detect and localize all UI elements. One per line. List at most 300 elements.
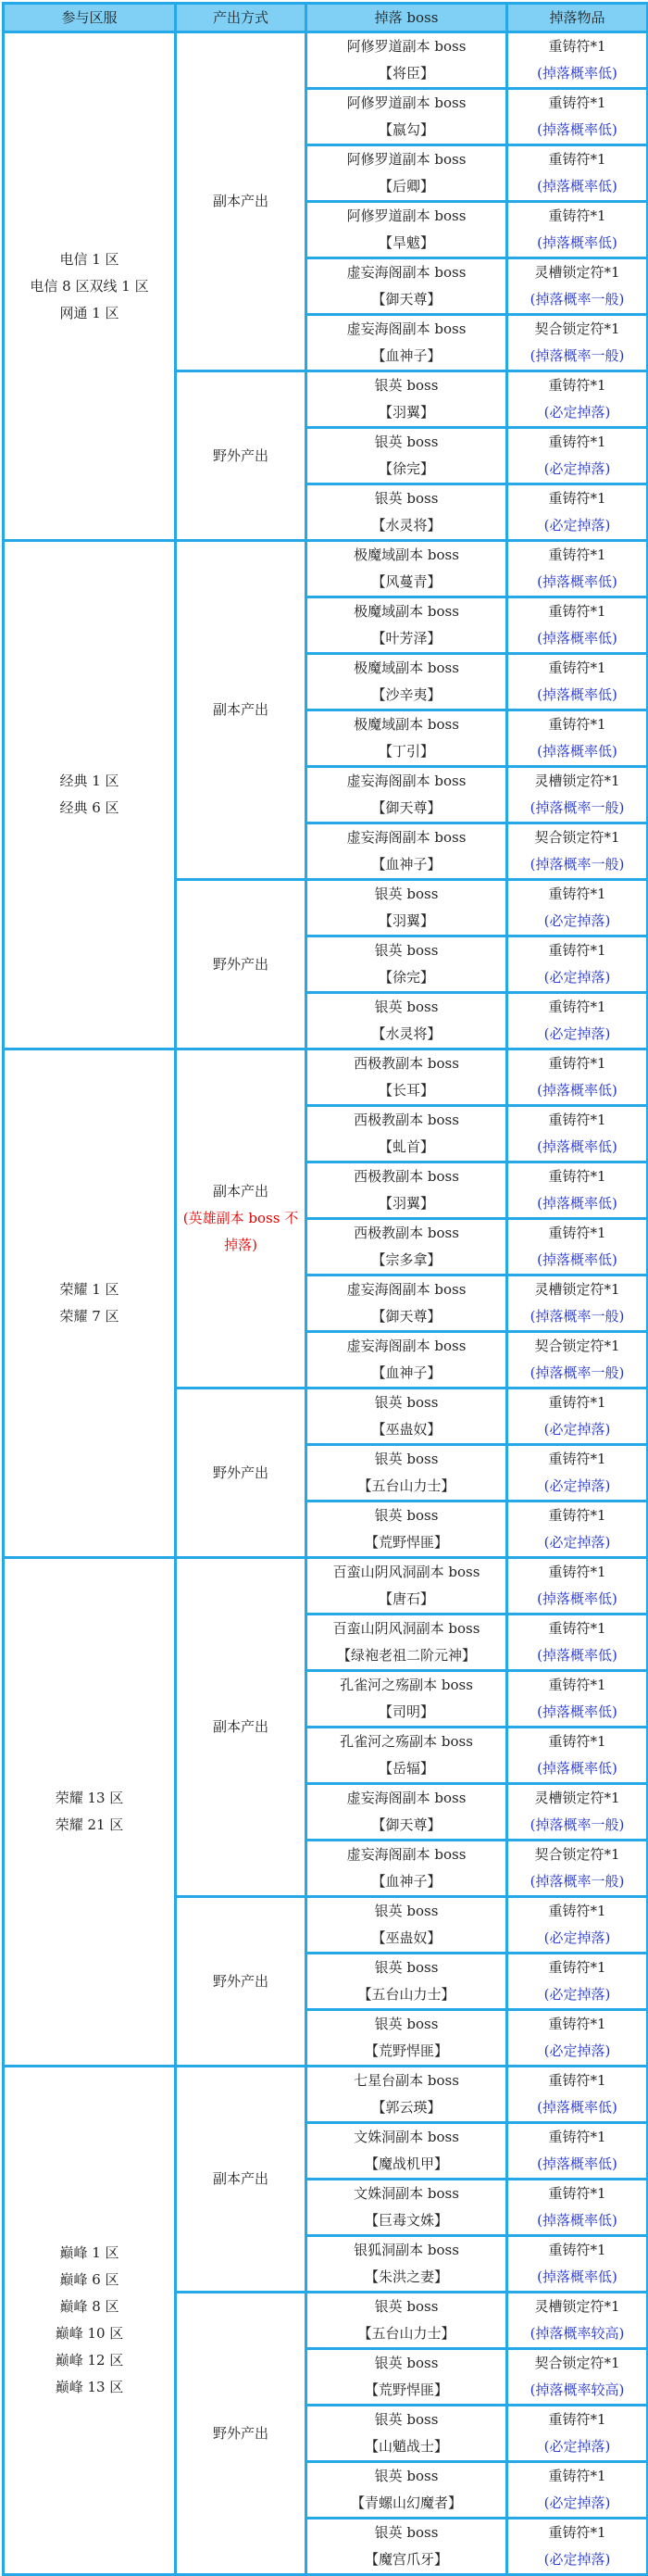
drop-rate: (掉落概率低): [537, 1195, 617, 1212]
drop-rate: (掉落概率较高): [530, 2325, 625, 2342]
item-name: 灵槽锁定符*1: [534, 2298, 620, 2315]
boss-source: 文姝洞副本 boss: [354, 2185, 459, 2202]
boss-name: 【岳辐】: [378, 1760, 434, 1777]
drop-rate: (掉落概率一般): [530, 347, 625, 364]
boss-source: 西极教副本 boss: [354, 1168, 459, 1185]
server-name: 电信 8 区双线 1 区: [30, 277, 149, 295]
item-name: 契合锁定符*1: [534, 320, 620, 337]
boss-name: 【五台山力士】: [357, 1477, 455, 1494]
boss-name: 【司明】: [378, 1703, 434, 1720]
item-name: 重铸符*1: [548, 2411, 606, 2428]
boss-cell: [307, 259, 505, 313]
drop-rate: (掉落概率一般): [530, 291, 625, 308]
item-cell: [508, 90, 646, 144]
boss-source: 七星台副本 boss: [354, 2072, 459, 2089]
header-row: [5, 5, 646, 31]
boss-name: 【荒野悍匪】: [364, 2042, 448, 2059]
boss-cell: [307, 1050, 505, 1104]
item-name: 重铸符*1: [548, 2129, 606, 2145]
item-cell: [508, 1333, 646, 1387]
item-cell: [508, 1050, 646, 1104]
drop-rate: (必定掉落): [543, 404, 611, 421]
boss-cell: [307, 711, 505, 765]
item-cell: [508, 768, 646, 822]
boss-cell: [307, 2180, 505, 2234]
boss-source: 西极教副本 boss: [354, 1055, 459, 1072]
item-name: 重铸符*1: [548, 2524, 606, 2541]
method-name: 野外产出: [212, 1972, 268, 1990]
boss-cell: [307, 1672, 505, 1726]
item-name: 重铸符*1: [548, 547, 606, 563]
item-cell: [508, 2124, 646, 2178]
drop-rate: (掉落概率一般): [530, 799, 625, 816]
server-cell: [5, 1050, 174, 1556]
item-cell: [508, 994, 646, 1048]
item-cell: [508, 146, 646, 200]
server-name: 巅峰 6 区: [59, 2271, 119, 2288]
drop-rate: (掉落概率一般): [530, 1873, 625, 1890]
boss-source: 虚妄海阁副本 boss: [346, 1281, 467, 1298]
boss-source: 银英 boss: [374, 1394, 439, 1411]
drop-rate: (必定掉落): [543, 1025, 611, 1042]
drop-rate: (掉落概率低): [537, 65, 617, 82]
drop-rate: (掉落概率低): [537, 121, 617, 138]
method-cell: [177, 1559, 305, 1895]
item-cell: [508, 2011, 646, 2065]
server-name: 荣耀 1 区: [59, 1281, 119, 1298]
server-name: 巅峰 12 区: [55, 2352, 124, 2369]
boss-name: 【水灵将】: [371, 517, 442, 534]
server-name: 网通 1 区: [59, 304, 119, 321]
item-cell: [508, 937, 646, 991]
boss-name: 【魔战机甲】: [364, 2155, 448, 2172]
boss-source: 虚妄海阁副本 boss: [346, 264, 467, 281]
method-name: 野外产出: [212, 1464, 268, 1481]
boss-name: 【巨毒文姝】: [364, 2212, 448, 2229]
server-name: 电信 1 区: [59, 250, 119, 268]
method-name: 野外产出: [212, 955, 268, 973]
boss-source: 西极教副本 boss: [354, 1112, 459, 1128]
boss-cell: [307, 1502, 505, 1556]
item-cell: [508, 711, 646, 765]
boss-source: 银英 boss: [374, 2298, 439, 2315]
boss-name: 【长耳】: [378, 1082, 434, 1099]
drop-rate: (掉落概率一般): [530, 1364, 625, 1381]
boss-cell: [307, 542, 505, 596]
boss-cell: [307, 203, 505, 257]
boss-cell: [307, 598, 505, 652]
boss-name: 【御天尊】: [371, 799, 442, 816]
drop-rate: (掉落概率低): [537, 573, 617, 590]
item-name: 重铸符*1: [548, 660, 606, 676]
table-body: [5, 33, 646, 2573]
boss-cell: [307, 1559, 505, 1613]
item-cell: [508, 542, 646, 596]
table-row: [5, 2067, 646, 2121]
drop-rate: (掉落概率低): [537, 1760, 617, 1777]
item-name: 重铸符*1: [548, 2242, 606, 2258]
item-cell: [508, 2067, 646, 2121]
boss-cell: [307, 1389, 505, 1443]
item-cell: [508, 1954, 646, 2008]
boss-cell: [307, 824, 505, 878]
boss-name: 【五台山力士】: [357, 1986, 455, 2003]
boss-cell: [307, 2011, 505, 2065]
boss-name: 【旱魃】: [378, 234, 434, 251]
boss-cell: [307, 2067, 505, 2121]
boss-name: 【御天尊】: [371, 1816, 442, 1833]
boss-cell: [307, 1785, 505, 1839]
item-cell: [508, 881, 646, 935]
drop-rate: (必定掉落): [543, 1986, 611, 2003]
boss-source: 银英 boss: [374, 434, 439, 450]
boss-source: 虚妄海阁副本 boss: [346, 829, 467, 846]
boss-cell: [307, 90, 505, 144]
boss-cell: [307, 316, 505, 370]
server-name: 荣耀 13 区: [55, 1790, 124, 1806]
server-name: 经典 1 区: [59, 773, 119, 789]
boss-name: 【沙辛夷】: [371, 686, 442, 703]
method-cell: [177, 1898, 305, 2065]
boss-name: 【唐石】: [378, 1590, 434, 1607]
drop-rate: (掉落概率一般): [530, 1816, 625, 1833]
item-name: 重铸符*1: [548, 2072, 606, 2089]
item-name: 重铸符*1: [548, 2016, 606, 2032]
boss-name: 【虬首】: [378, 1138, 434, 1155]
drop-rate: (必定掉落): [543, 2438, 611, 2455]
item-name: 重铸符*1: [548, 1451, 606, 1467]
boss-source: 虚妄海阁副本 boss: [346, 773, 467, 789]
boss-source: 虚妄海阁副本 boss: [346, 1846, 467, 1863]
boss-source: 银英 boss: [374, 1451, 439, 1467]
method-name: 副本产出: [212, 193, 268, 209]
boss-cell: [307, 994, 505, 1048]
item-cell: [508, 1502, 646, 1556]
boss-source: 阿修罗道副本 boss: [346, 207, 467, 224]
boss-source: 银英 boss: [374, 377, 439, 394]
drop-rate: (掉落概率低): [537, 2155, 617, 2172]
drop-rate: (掉落概率低): [537, 630, 617, 647]
boss-cell: [307, 768, 505, 822]
server-name: 巅峰 13 区: [55, 2379, 124, 2395]
boss-cell: [307, 1163, 505, 1217]
method-cell: [177, 1389, 305, 1556]
item-cell: [508, 1107, 646, 1161]
drop-table: [2, 2, 648, 2576]
boss-name: 【血神子】: [371, 1364, 442, 1381]
item-cell: [508, 372, 646, 426]
boss-cell: [307, 1841, 505, 1895]
item-name: 重铸符*1: [548, 1394, 606, 1411]
item-name: 重铸符*1: [548, 94, 606, 111]
boss-source: 银英 boss: [374, 2016, 439, 2032]
drop-rate: (掉落概率低): [537, 234, 617, 251]
server-cell: [5, 542, 174, 1048]
boss-cell: [307, 33, 505, 87]
item-cell: [508, 1615, 646, 1669]
boss-name: 【血神子】: [371, 1873, 442, 1890]
item-cell: [508, 429, 646, 483]
item-cell: [508, 1446, 646, 1500]
item-name: 重铸符*1: [548, 886, 606, 902]
boss-name: 【宗多拿】: [371, 1251, 442, 1268]
boss-name: 【青螺山幻魔者】: [350, 2494, 462, 2511]
item-cell: [508, 1559, 646, 1613]
boss-source: 文姝洞副本 boss: [354, 2129, 459, 2145]
boss-name: 【朱洪之妻】: [364, 2268, 448, 2285]
item-name: 契合锁定符*1: [534, 2355, 620, 2371]
item-cell: [508, 2237, 646, 2291]
item-cell: [508, 2180, 646, 2234]
boss-cell: [307, 1446, 505, 1500]
item-cell: [508, 485, 646, 539]
drop-rate: (掉落概率一般): [530, 856, 625, 873]
item-name: 契合锁定符*1: [534, 1846, 620, 1863]
item-name: 重铸符*1: [548, 1225, 606, 1241]
drop-rate: (必定掉落): [543, 517, 611, 534]
header-servers: 参与区服: [5, 5, 174, 31]
method-note: (英雄副本 boss 不掉落): [182, 1210, 299, 1253]
boss-source: 银英 boss: [374, 886, 439, 902]
item-cell: [508, 2293, 646, 2347]
server-name: 荣耀 21 区: [55, 1816, 124, 1833]
boss-cell: [307, 2463, 505, 2517]
boss-cell: [307, 2293, 505, 2347]
item-cell: [508, 655, 646, 709]
boss-cell: [307, 429, 505, 483]
boss-source: 银英 boss: [374, 999, 439, 1015]
server-cell: [5, 33, 174, 539]
boss-source: 孔雀河之殇副本 boss: [340, 1733, 473, 1750]
boss-source: 阿修罗道副本 boss: [346, 94, 467, 111]
item-cell: [508, 1163, 646, 1217]
item-cell: [508, 1672, 646, 1726]
boss-cell: [307, 2350, 505, 2404]
boss-name: 【绿袍老祖二阶元神】: [336, 1647, 476, 1664]
drop-rate: (必定掉落): [543, 912, 611, 929]
drop-rate: (掉落概率低): [537, 2099, 617, 2116]
boss-name: 【羽翼】: [378, 1195, 434, 1212]
drop-rate: (必定掉落): [543, 1929, 611, 1946]
method-cell: [177, 881, 305, 1048]
drop-rate: (必定掉落): [543, 2551, 611, 2568]
item-name: 重铸符*1: [548, 1677, 606, 1693]
item-cell: [508, 316, 646, 370]
boss-name: 【山魈战士】: [364, 2438, 448, 2455]
boss-name: 【血神子】: [371, 856, 442, 873]
drop-rate: (必定掉落): [543, 1477, 611, 1494]
item-name: 重铸符*1: [548, 1733, 606, 1750]
boss-source: 西极教副本 boss: [354, 1225, 459, 1241]
boss-source: 银狐洞副本 boss: [354, 2242, 459, 2258]
drop-rate: (掉落概率低): [537, 1251, 617, 1268]
method-cell: [177, 1050, 305, 1387]
item-name: 重铸符*1: [548, 716, 606, 733]
boss-name: 【羽翼】: [378, 404, 434, 421]
drop-rate: (必定掉落): [543, 969, 611, 986]
boss-cell: [307, 1954, 505, 2008]
drop-rate: (掉落概率低): [537, 2212, 617, 2229]
boss-cell: [307, 937, 505, 991]
server-name: 巅峰 10 区: [55, 2325, 124, 2342]
drop-rate: (掉落概率低): [537, 178, 617, 195]
item-name: 灵槽锁定符*1: [534, 773, 620, 789]
table-row: [5, 542, 646, 596]
server-name: 经典 6 区: [59, 799, 119, 816]
boss-name: 【后卿】: [378, 178, 434, 195]
item-name: 重铸符*1: [548, 1055, 606, 1072]
table-row: [5, 1050, 646, 1104]
table-row: [5, 33, 646, 87]
item-name: 重铸符*1: [548, 942, 606, 959]
boss-cell: [307, 485, 505, 539]
item-name: 重铸符*1: [548, 999, 606, 1015]
item-cell: [508, 33, 646, 87]
item-name: 重铸符*1: [548, 1564, 606, 1580]
item-cell: [508, 1898, 646, 1952]
method-cell: [177, 2067, 305, 2291]
item-cell: [508, 598, 646, 652]
boss-cell: [307, 655, 505, 709]
boss-cell: [307, 1333, 505, 1387]
item-cell: [508, 2406, 646, 2460]
item-name: 重铸符*1: [548, 1959, 606, 1976]
item-cell: [508, 1389, 646, 1443]
server-name: 巅峰 1 区: [59, 2244, 119, 2261]
boss-source: 银英 boss: [374, 2411, 439, 2428]
boss-source: 阿修罗道副本 boss: [346, 38, 467, 55]
server-name: 巅峰 8 区: [59, 2298, 119, 2315]
item-name: 灵槽锁定符*1: [534, 1790, 620, 1806]
boss-name: 【巫蛊奴】: [371, 1421, 442, 1438]
drop-rate: (必定掉落): [543, 2494, 611, 2511]
drop-rate: (掉落概率一般): [530, 1308, 625, 1325]
server-name: 荣耀 7 区: [59, 1308, 119, 1325]
boss-cell: [307, 1898, 505, 1952]
item-name: 重铸符*1: [548, 1620, 606, 1637]
method-name: 副本产出: [212, 1183, 268, 1200]
item-name: 重铸符*1: [548, 151, 606, 168]
boss-name: 【将臣】: [378, 65, 434, 82]
boss-cell: [307, 1615, 505, 1669]
drop-rate: (必定掉落): [543, 2042, 611, 2059]
header-item: 掉落物品: [508, 5, 646, 31]
boss-source: 银英 boss: [374, 2524, 439, 2541]
item-name: 重铸符*1: [548, 2468, 606, 2484]
drop-rate: (掉落概率低): [537, 686, 617, 703]
boss-source: 银英 boss: [374, 1959, 439, 1976]
drop-rate: (掉落概率低): [537, 1138, 617, 1155]
boss-cell: [307, 2237, 505, 2291]
table-row: [5, 1559, 646, 1613]
boss-source: 孔雀河之殇副本 boss: [340, 1677, 473, 1693]
item-name: 契合锁定符*1: [534, 1338, 620, 1354]
item-name: 契合锁定符*1: [534, 829, 620, 846]
item-cell: [508, 1220, 646, 1274]
boss-source: 虚妄海阁副本 boss: [346, 320, 467, 337]
drop-rate: (掉落概率低): [537, 1082, 617, 1099]
boss-name: 【荒野悍匪】: [364, 1534, 448, 1551]
boss-cell: [307, 372, 505, 426]
item-name: 重铸符*1: [548, 207, 606, 224]
method-name: 副本产出: [212, 1718, 268, 1735]
boss-source: 百蛮山阴风洞副本 boss: [332, 1564, 480, 1580]
item-cell: [508, 1841, 646, 1895]
drop-rate: (必定掉落): [543, 1534, 611, 1551]
method-name: 野外产出: [212, 2424, 268, 2442]
boss-name: 【御天尊】: [371, 1308, 442, 1325]
item-name: 重铸符*1: [548, 1507, 606, 1524]
boss-source: 银英 boss: [374, 1903, 439, 1919]
boss-cell: [307, 1728, 505, 1782]
method-name: 副本产出: [212, 2170, 268, 2187]
drop-rate: (必定掉落): [543, 460, 611, 477]
boss-source: 银英 boss: [374, 490, 439, 507]
boss-source: 极魔域副本 boss: [354, 716, 459, 733]
boss-name: 【郭云瑛】: [371, 2099, 442, 2116]
boss-name: 【叶芳泽】: [371, 630, 442, 647]
boss-name: 【徐完】: [378, 969, 434, 986]
boss-cell: [307, 1107, 505, 1161]
drop-rate: (掉落概率较高): [530, 2381, 625, 2398]
server-cell: [5, 2067, 174, 2573]
item-name: 重铸符*1: [548, 434, 606, 450]
boss-name: 【羽翼】: [378, 912, 434, 929]
boss-source: 虚妄海阁副本 boss: [346, 1790, 467, 1806]
item-name: 重铸符*1: [548, 1168, 606, 1185]
boss-name: 【风蔓青】: [371, 573, 442, 590]
boss-name: 【荒野悍匪】: [364, 2381, 448, 2398]
boss-cell: [307, 146, 505, 200]
boss-name: 【魔宫爪牙】: [364, 2551, 448, 2568]
boss-source: 极魔域副本 boss: [354, 660, 459, 676]
item-name: 灵槽锁定符*1: [534, 1281, 620, 1298]
drop-rate: (掉落概率低): [537, 743, 617, 760]
item-name: 重铸符*1: [548, 1112, 606, 1128]
header-boss: 掉落 boss: [307, 5, 505, 31]
item-name: 重铸符*1: [548, 603, 606, 620]
header-method: 产出方式: [177, 5, 305, 31]
boss-source: 虚妄海阁副本 boss: [346, 1338, 467, 1354]
boss-cell: [307, 881, 505, 935]
item-cell: [508, 259, 646, 313]
boss-cell: [307, 2519, 505, 2573]
drop-rate: (掉落概率低): [537, 1590, 617, 1607]
boss-name: 【水灵将】: [371, 1025, 442, 1042]
boss-source: 极魔域副本 boss: [354, 547, 459, 563]
item-name: 重铸符*1: [548, 38, 606, 55]
item-cell: [508, 1785, 646, 1839]
boss-source: 阿修罗道副本 boss: [346, 151, 467, 168]
boss-source: 银英 boss: [374, 1507, 439, 1524]
method-name: 野外产出: [212, 446, 268, 464]
boss-source: 银英 boss: [374, 2355, 439, 2371]
drop-rate: (掉落概率低): [537, 1647, 617, 1664]
method-cell: [177, 2293, 305, 2573]
boss-name: 【丁引】: [378, 743, 434, 760]
method-name: 副本产出: [212, 701, 268, 718]
boss-name: 【徐完】: [378, 460, 434, 477]
method-cell: [177, 33, 305, 370]
item-name: 重铸符*1: [548, 2185, 606, 2202]
boss-cell: [307, 1220, 505, 1274]
boss-source: 百蛮山阴风洞副本 boss: [332, 1620, 480, 1637]
boss-source: 银英 boss: [374, 942, 439, 959]
item-cell: [508, 1728, 646, 1782]
boss-cell: [307, 1276, 505, 1330]
boss-name: 【御天尊】: [371, 291, 442, 308]
drop-rate: (必定掉落): [543, 1421, 611, 1438]
